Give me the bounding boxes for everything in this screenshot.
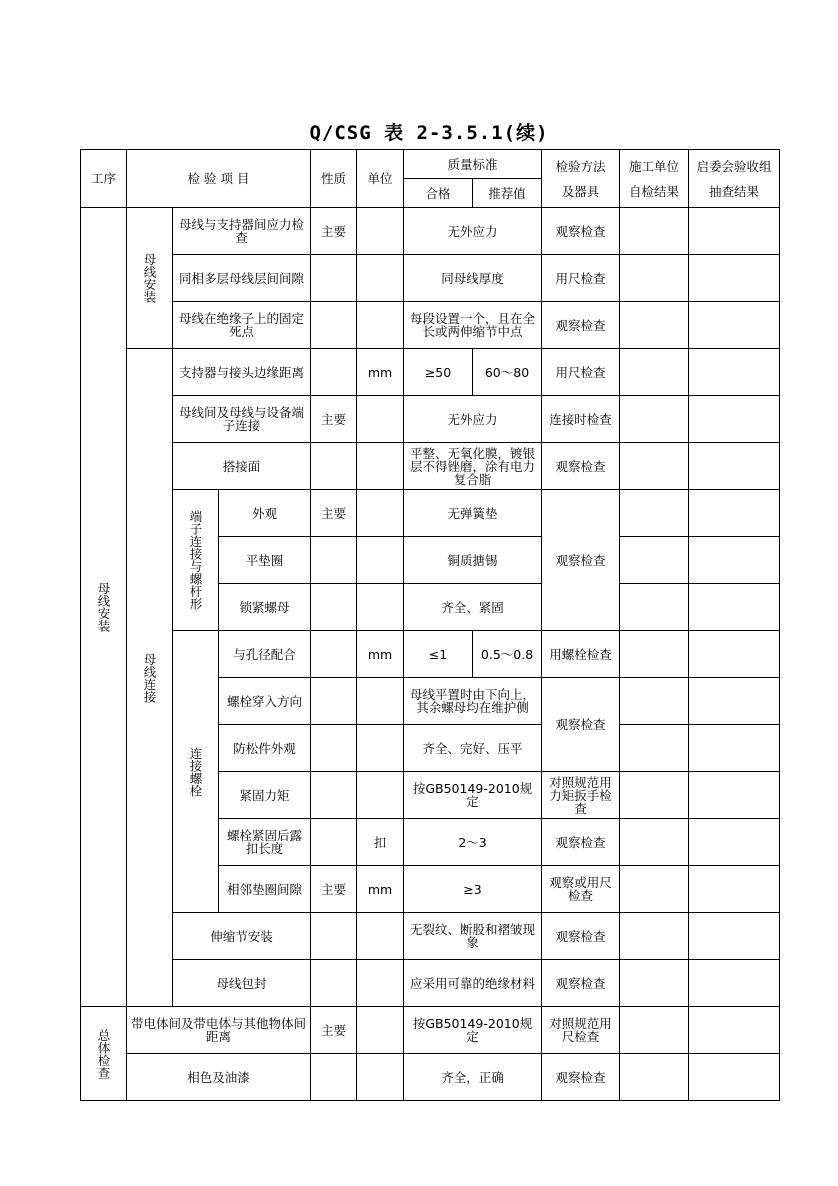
standard-15: 无裂纹、断股和褶皱现象 xyxy=(404,913,542,960)
method-17: 对照规范用尺检查 xyxy=(542,1007,620,1054)
method-1: 用尺检查 xyxy=(542,255,620,302)
method-12: 对照规范用力矩扳手检查 xyxy=(542,772,620,819)
self-check-13[interactable] xyxy=(620,819,689,866)
method-14: 观察或用尺检查 xyxy=(542,866,620,913)
unit-8 xyxy=(357,584,404,631)
acceptance-16[interactable] xyxy=(689,960,780,1007)
unit-2 xyxy=(357,302,404,349)
self-check-6[interactable] xyxy=(620,490,689,537)
self-check-3[interactable] xyxy=(620,349,689,396)
nature-9 xyxy=(311,631,357,678)
item-11: 防松件外观 xyxy=(219,725,311,772)
header-self-check xyxy=(620,150,689,208)
self-check-11[interactable] xyxy=(620,725,689,772)
self-check-5[interactable] xyxy=(620,443,689,490)
method-6: 观察检查 xyxy=(542,490,620,631)
nature-8 xyxy=(311,584,357,631)
unit-11 xyxy=(357,725,404,772)
acceptance-14[interactable] xyxy=(689,866,780,913)
acceptance-2[interactable] xyxy=(689,302,780,349)
standard-2: 每段设置一个，且在全长或两伸缩节中点 xyxy=(404,302,542,349)
header-method-line2: 及器具 xyxy=(561,183,600,199)
item-13: 螺栓紧固后露扣长度 xyxy=(219,819,311,866)
header-acceptance-line1: 启委会验收组 xyxy=(696,158,772,174)
standard-11: 齐全、完好、压平 xyxy=(404,725,542,772)
nature-6: 主要 xyxy=(311,490,357,537)
acceptance-9[interactable] xyxy=(689,631,780,678)
standard-18: 齐全，正确 xyxy=(404,1054,542,1101)
acceptance-11[interactable] xyxy=(689,725,780,772)
nature-18 xyxy=(311,1054,357,1101)
nature-3 xyxy=(311,349,357,396)
acceptance-8[interactable] xyxy=(689,584,780,631)
unit-3: mm xyxy=(357,349,404,396)
unit-16 xyxy=(357,960,404,1007)
acceptance-15[interactable] xyxy=(689,913,780,960)
nature-1 xyxy=(311,255,357,302)
acceptance-5[interactable] xyxy=(689,443,780,490)
nature-0: 主要 xyxy=(311,208,357,255)
self-check-0[interactable] xyxy=(620,208,689,255)
unit-9: mm xyxy=(357,631,404,678)
acceptance-17[interactable] xyxy=(689,1007,780,1054)
unit-0 xyxy=(357,208,404,255)
nature-4: 主要 xyxy=(311,396,357,443)
unit-15 xyxy=(357,913,404,960)
self-check-1[interactable] xyxy=(620,255,689,302)
nature-5 xyxy=(311,443,357,490)
item-12: 紧固力矩 xyxy=(219,772,311,819)
header-acceptance xyxy=(689,150,780,208)
item-3: 支持器与接头边缘距离 xyxy=(173,349,311,396)
unit-12 xyxy=(357,772,404,819)
recommended-9: 0.5～0.8 xyxy=(473,631,542,678)
group-install-sub: 母线安装 xyxy=(127,208,173,349)
self-check-14[interactable] xyxy=(620,866,689,913)
nature-17: 主要 xyxy=(311,1007,357,1054)
inspection-table xyxy=(80,149,780,1101)
standard-14: ≥3 xyxy=(404,866,542,913)
standard-5: 平整、无氧化膜，镀银层不得锉磨，涂有电力复合脂 xyxy=(404,443,542,490)
page-title: Q/CSG 表 2-3.5.1(续) xyxy=(309,122,549,144)
item-14: 相邻垫圈间隙 xyxy=(219,866,311,913)
nature-16 xyxy=(311,960,357,1007)
item-4: 母线间及母线与设备端子连接 xyxy=(173,396,311,443)
self-check-15[interactable] xyxy=(620,913,689,960)
method-9: 用螺栓检查 xyxy=(542,631,620,678)
standard-10: 母线平置时由下向上，其余螺母均在维护侧 xyxy=(404,678,542,725)
group-connect-bolt: 连接螺栓 xyxy=(173,631,219,913)
unit-1 xyxy=(357,255,404,302)
self-check-7[interactable] xyxy=(620,537,689,584)
header-item: 检 验 项 目 xyxy=(127,150,311,208)
item-2: 母线在绝缘子上的固定死点 xyxy=(173,302,311,349)
method-16: 观察检查 xyxy=(542,960,620,1007)
standard-13: 2～3 xyxy=(404,819,542,866)
qualified-3: ≥50 xyxy=(404,349,473,396)
acceptance-0[interactable] xyxy=(689,208,780,255)
method-10: 观察检查 xyxy=(542,678,620,772)
self-check-9[interactable] xyxy=(620,631,689,678)
nature-13 xyxy=(311,819,357,866)
acceptance-10[interactable] xyxy=(689,678,780,725)
method-18: 观察检查 xyxy=(542,1054,620,1101)
standard-6: 无弹簧垫 xyxy=(404,490,542,537)
header-method xyxy=(542,150,620,208)
header-self-check-line1: 施工单位 xyxy=(629,158,680,174)
unit-14: mm xyxy=(357,866,404,913)
nature-7 xyxy=(311,537,357,584)
self-check-12[interactable] xyxy=(620,772,689,819)
self-check-10[interactable] xyxy=(620,678,689,725)
standard-0: 无外应力 xyxy=(404,208,542,255)
acceptance-1[interactable] xyxy=(689,255,780,302)
standard-12: 按GB50149-2010规定 xyxy=(404,772,542,819)
acceptance-7[interactable] xyxy=(689,537,780,584)
method-0: 观察检查 xyxy=(542,208,620,255)
nature-14: 主要 xyxy=(311,866,357,913)
method-13: 观察检查 xyxy=(542,819,620,866)
unit-13: 扣 xyxy=(357,819,404,866)
self-check-17[interactable] xyxy=(620,1007,689,1054)
standard-8: 齐全、紧固 xyxy=(404,584,542,631)
item-7: 平垫圈 xyxy=(219,537,311,584)
standard-17: 按GB50149-2010规定 xyxy=(404,1007,542,1054)
acceptance-18[interactable] xyxy=(689,1054,780,1101)
item-10: 螺栓穿入方向 xyxy=(219,678,311,725)
self-check-8[interactable] xyxy=(620,584,689,631)
method-15: 观察检查 xyxy=(542,913,620,960)
item-16: 母线包封 xyxy=(173,960,311,1007)
acceptance-6[interactable] xyxy=(689,490,780,537)
nature-15 xyxy=(311,913,357,960)
unit-4 xyxy=(357,396,404,443)
method-2: 观察检查 xyxy=(542,302,620,349)
header-process: 工序 xyxy=(81,150,127,208)
nature-10 xyxy=(311,678,357,725)
header-acceptance-line2: 抽查结果 xyxy=(709,183,760,199)
standard-4: 无外应力 xyxy=(404,396,542,443)
group-busbar-install: 母线安装 xyxy=(81,208,127,1007)
method-4: 连接时检查 xyxy=(542,396,620,443)
nature-11 xyxy=(311,725,357,772)
self-check-18[interactable] xyxy=(620,1054,689,1101)
self-check-2[interactable] xyxy=(620,302,689,349)
header-standard: 质量标准 xyxy=(404,150,542,179)
recommended-3: 60～80 xyxy=(473,349,542,396)
header-recommended: 推荐值 xyxy=(473,179,542,208)
standard-7: 铜质搪锡 xyxy=(404,537,542,584)
item-15: 伸缩节安装 xyxy=(173,913,311,960)
method-3: 用尺检查 xyxy=(542,349,620,396)
standard-16: 应采用可靠的绝缘材料 xyxy=(404,960,542,1007)
acceptance-4[interactable] xyxy=(689,396,780,443)
acceptance-12[interactable] xyxy=(689,772,780,819)
item-6: 外观 xyxy=(219,490,311,537)
unit-6 xyxy=(357,490,404,537)
item-0: 母线与支持器间应力检查 xyxy=(173,208,311,255)
standard-1: 同母线厚度 xyxy=(404,255,542,302)
item-9: 与孔径配合 xyxy=(219,631,311,678)
self-check-16[interactable] xyxy=(620,960,689,1007)
header-unit: 单位 xyxy=(357,150,404,208)
nature-2 xyxy=(311,302,357,349)
header-self-check-line2: 自检结果 xyxy=(629,183,680,199)
qualified-9: ≤1 xyxy=(404,631,473,678)
header-nature: 性质 xyxy=(311,150,357,208)
group-connection: 母线连接 xyxy=(127,349,173,1007)
nature-12 xyxy=(311,772,357,819)
group-overall: 总体检查 xyxy=(81,1007,127,1101)
unit-10 xyxy=(357,678,404,725)
item-8: 锁紧螺母 xyxy=(219,584,311,631)
item-1: 同相多层母线层间间隙 xyxy=(173,255,311,302)
group-terminal-bolt: 端子连接与螺杆形 xyxy=(173,490,219,631)
item-17: 带电体间及带电体与其他物体间距离 xyxy=(127,1007,311,1054)
acceptance-13[interactable] xyxy=(689,819,780,866)
header-qualified: 合格 xyxy=(404,179,473,208)
item-5: 搭接面 xyxy=(173,443,311,490)
unit-17 xyxy=(357,1007,404,1054)
method-5: 观察检查 xyxy=(542,443,620,490)
unit-5 xyxy=(357,443,404,490)
header-method-line1: 检验方法 xyxy=(555,158,606,174)
unit-7 xyxy=(357,537,404,584)
self-check-4[interactable] xyxy=(620,396,689,443)
item-18: 相色及油漆 xyxy=(127,1054,311,1101)
unit-18 xyxy=(357,1054,404,1101)
acceptance-3[interactable] xyxy=(689,349,780,396)
